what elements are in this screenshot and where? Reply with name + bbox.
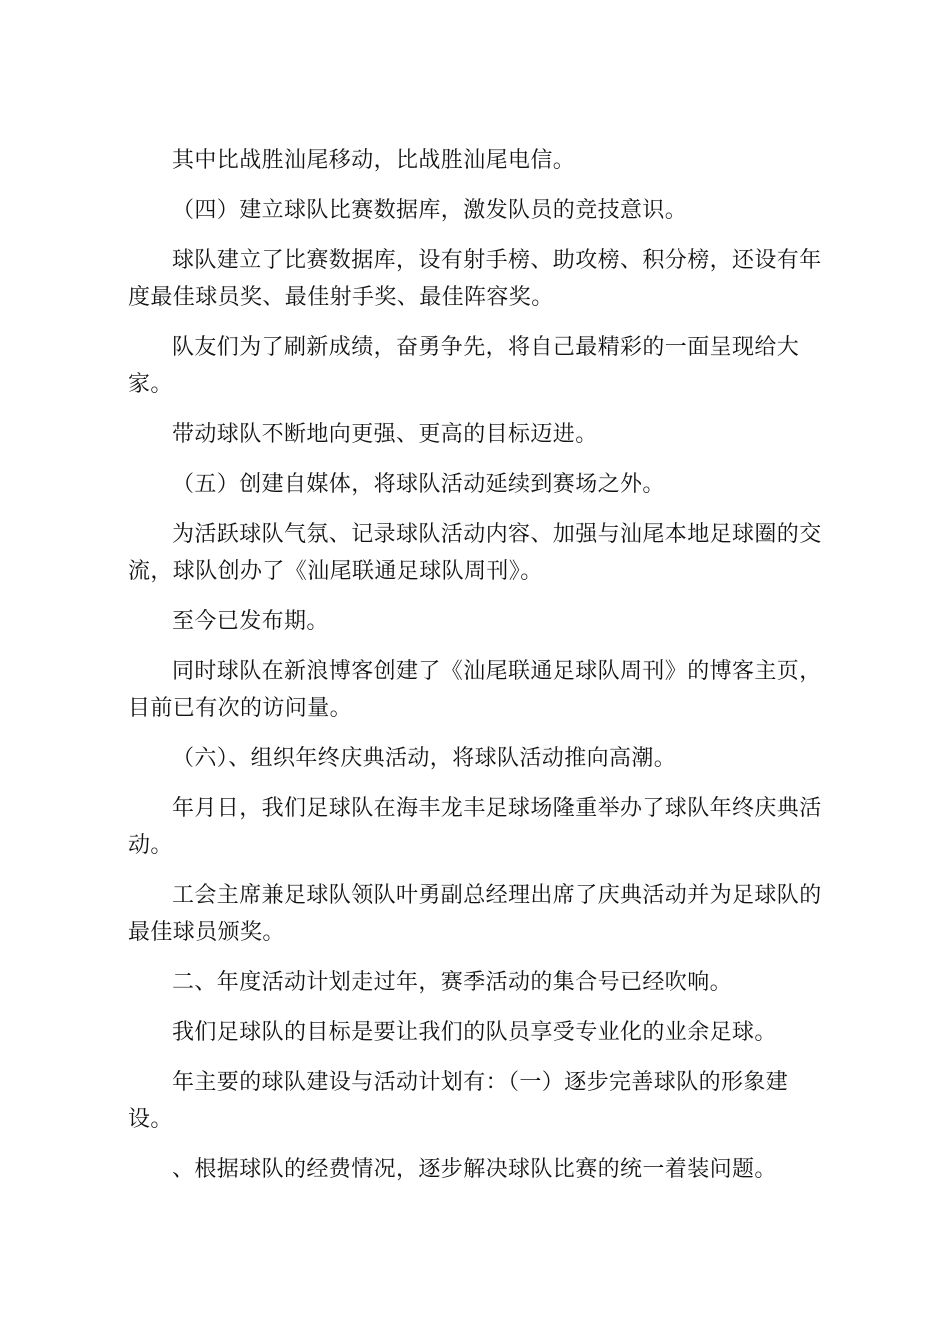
paragraph: 、根据球队的经费情况，逐步解决球队比赛的统一着装问题。 (172, 1157, 777, 1182)
paragraph: 至今已发布期。 (172, 609, 329, 634)
paragraph: 其中比战胜汕尾移动，比战胜汕尾电信。 (172, 148, 576, 173)
paragraph: 为活跃球队气氛、记录球队活动内容、加强与汕尾本地足球圈的交流，球队创办了《汕尾联通足球队周刊》。 (128, 522, 822, 584)
paragraph: 同时球队在新浪博客创建了《汕尾联通足球队周刊》的博客主页，目前已有次的访问量。 (128, 659, 822, 721)
paragraph: 带动球队不断地向更强、更高的目标迈进。 (172, 422, 598, 447)
section-heading: （六）、组织年终庆典活动，将球队活动推向高潮。 (172, 746, 677, 771)
section-heading: （四）建立球队比赛数据库，激发队员的竞技意识。 (172, 198, 688, 223)
paragraph: 年月日，我们足球队在海丰龙丰足球场隆重举办了球队年终庆典活动。 (128, 796, 822, 858)
section-heading: 二、年度活动计划走过年，赛季活动的集合号已经吹响。 (172, 970, 733, 995)
paragraph: 工会主席兼足球队领队叶勇副总经理出席了庆典活动并为足球队的最佳球员颁奖。 (128, 883, 822, 945)
paragraph: 年主要的球队建设与活动计划有：（一）逐步完善球队的形象建设。 (128, 1070, 789, 1132)
paragraph: 队友们为了刷新成绩，奋勇争先，将自己最精彩的一面呈现给大家。 (128, 335, 800, 397)
document-body (128, 142, 828, 1201)
paragraph: 我们足球队的目标是要让我们的队员享受专业化的业余足球。 (172, 1020, 777, 1045)
section-heading: （五）创建自媒体，将球队活动延续到赛场之外。 (172, 472, 665, 497)
paragraph: 球队建立了比赛数据库，设有射手榜、助攻榜、积分榜，还设有年度最佳球员奖、最佳射手奖、最佳阵容奖。 (128, 248, 822, 310)
